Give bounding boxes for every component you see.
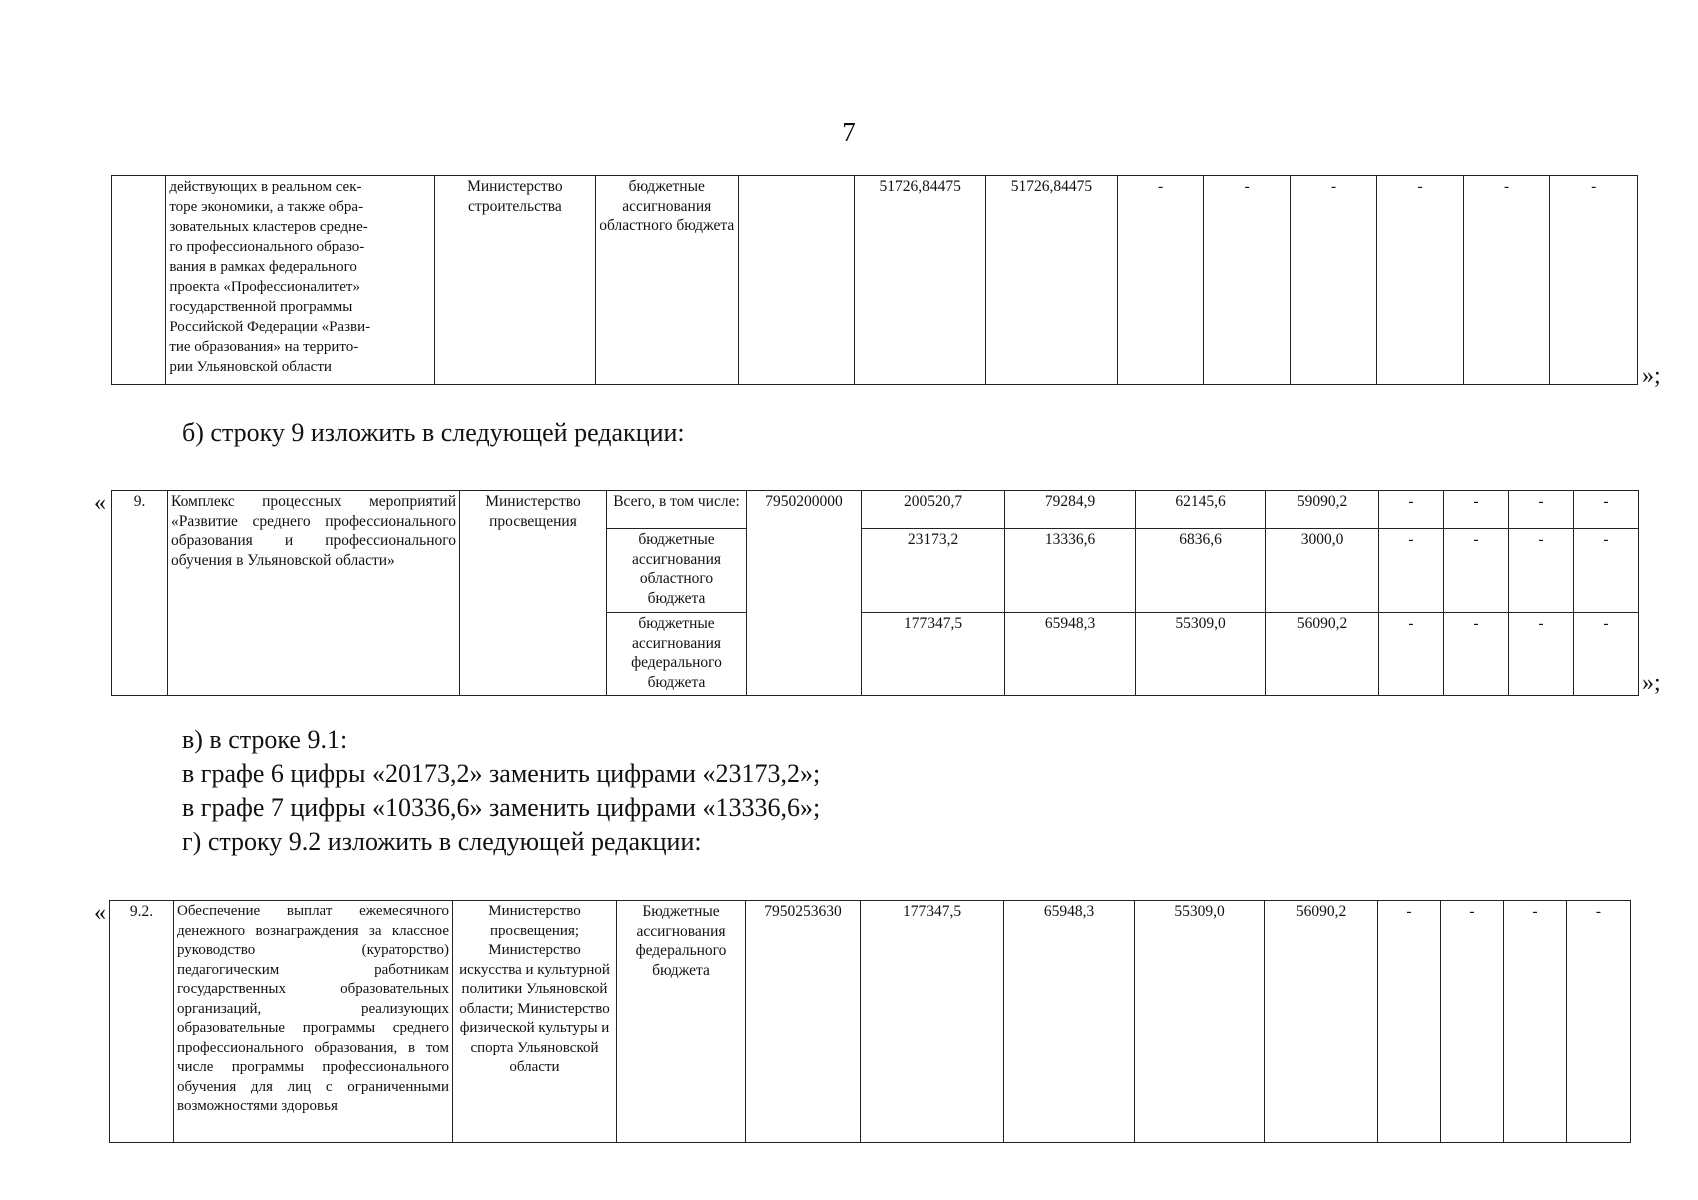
value-cell: - xyxy=(1378,901,1441,1143)
table-row-continuation xyxy=(111,175,1638,385)
value-cell: - xyxy=(1444,529,1509,613)
value-cell: - xyxy=(1117,176,1204,385)
value-cell: 55309,0 xyxy=(1136,613,1266,696)
value-cell: 56090,2 xyxy=(1265,901,1378,1143)
value-cell: - xyxy=(1504,901,1567,1143)
value-cell: - xyxy=(1567,901,1631,1143)
row-name: Комплекс процессных мероприятий «Развитие среднего профессионального образования и профессионального обучения в Ульяновской области» xyxy=(168,491,460,696)
table-row-9-2 xyxy=(109,900,1631,1143)
value-cell: - xyxy=(1574,491,1639,529)
opening-quote-mark: « xyxy=(94,490,106,516)
value-cell: 51726,84475 xyxy=(855,176,986,385)
value-cell: - xyxy=(1379,613,1444,696)
value-cell: - xyxy=(1444,613,1509,696)
value-cell: - xyxy=(1463,176,1550,385)
value-cell: - xyxy=(1574,613,1639,696)
value-cell: 65948,3 xyxy=(1004,901,1135,1143)
value-cell: - xyxy=(1441,901,1504,1143)
value-cell: 51726,84475 xyxy=(986,176,1118,385)
row-source: бюджетные ассигнования федерального бюджета xyxy=(607,613,747,696)
closing-quote-mark: »; xyxy=(1642,363,1661,389)
value-cell: - xyxy=(1509,613,1574,696)
table-row xyxy=(112,176,1638,385)
value-cell: 6836,6 xyxy=(1136,529,1266,613)
row-executor: Министерство просвещения xyxy=(460,491,607,696)
table-row xyxy=(112,491,1639,529)
row-code xyxy=(738,176,855,385)
value-cell: 59090,2 xyxy=(1266,491,1379,529)
paragraph-v-column7: в графе 7 цифры «10336,6» заменить цифрами «13336,6»; xyxy=(182,793,821,822)
value-cell: - xyxy=(1379,491,1444,529)
page-number: 7 xyxy=(842,117,856,147)
value-cell: 56090,2 xyxy=(1266,613,1379,696)
value-cell: - xyxy=(1290,176,1377,385)
value-cell: - xyxy=(1444,491,1509,529)
value-cell: - xyxy=(1574,529,1639,613)
paragraph-v-column6: в графе 6 цифры «20173,2» заменить цифрами «23173,2»; xyxy=(182,759,821,788)
paragraph-b: б) строку 9 изложить в следующей редакции: xyxy=(182,418,685,447)
row-source: бюджетные ассигнования областного бюджета xyxy=(607,529,747,613)
row-number xyxy=(112,176,166,385)
row-name: Обеспечение выплат ежемесячного денежного вознаграждения за классное руководство (кураторство) педагогическим работникам государственных образовательных организаций, реализующих образовательные программы среднего профессионального образования, в том числе программы профессионального обучения для лиц с ограниченными возможностями здоровья xyxy=(174,901,453,1143)
paragraph-v-heading: в) в строке 9.1: xyxy=(182,725,348,754)
table-row-9 xyxy=(111,490,1639,696)
value-cell: 62145,6 xyxy=(1136,491,1266,529)
value-cell: - xyxy=(1509,491,1574,529)
row-number: 9. xyxy=(112,491,168,696)
row-executor: Министерство строительства xyxy=(434,176,595,385)
row-source: бюджетные ассигнования областного бюджета xyxy=(595,176,738,385)
value-cell: 13336,6 xyxy=(1005,529,1136,613)
row-code: 7950253630 xyxy=(746,901,861,1143)
value-cell: - xyxy=(1550,176,1638,385)
opening-quote-mark: « xyxy=(94,900,106,926)
row-number: 9.2. xyxy=(110,901,174,1143)
value-cell: - xyxy=(1379,529,1444,613)
value-cell: 177347,5 xyxy=(862,613,1005,696)
value-cell: 23173,2 xyxy=(862,529,1005,613)
value-cell: 65948,3 xyxy=(1005,613,1136,696)
row-code: 7950200000 xyxy=(747,491,862,696)
row-source: Всего, в том числе: xyxy=(607,491,747,529)
value-cell: 177347,5 xyxy=(861,901,1004,1143)
row-executor: Министерство просвещения; Министерство искусства и культурной политики Ульяновской области; Министерство физической культуры и спорта Ульяновской области xyxy=(453,901,617,1143)
row-source: Бюджетные ассигнования федерального бюджета xyxy=(617,901,746,1143)
paragraph-g: г) строку 9.2 изложить в следующей редакции: xyxy=(182,827,702,856)
table-row xyxy=(110,901,1631,1143)
value-cell: 55309,0 xyxy=(1135,901,1265,1143)
value-cell: - xyxy=(1509,529,1574,613)
closing-quote-mark: »; xyxy=(1642,670,1661,696)
value-cell: - xyxy=(1204,176,1291,385)
value-cell: 200520,7 xyxy=(862,491,1005,529)
value-cell: - xyxy=(1377,176,1464,385)
value-cell: 79284,9 xyxy=(1005,491,1136,529)
row-name: действующих в реальном сек- торе экономики, а также обра- зовательных кластеров средне- го профессионального образо- вания в рамках федерального проекта «Профессионалитет» государственной программы Российской Федерации «Разви- тие образования» на террито- рии Ульяновской области xyxy=(166,176,435,385)
value-cell: 3000,0 xyxy=(1266,529,1379,613)
